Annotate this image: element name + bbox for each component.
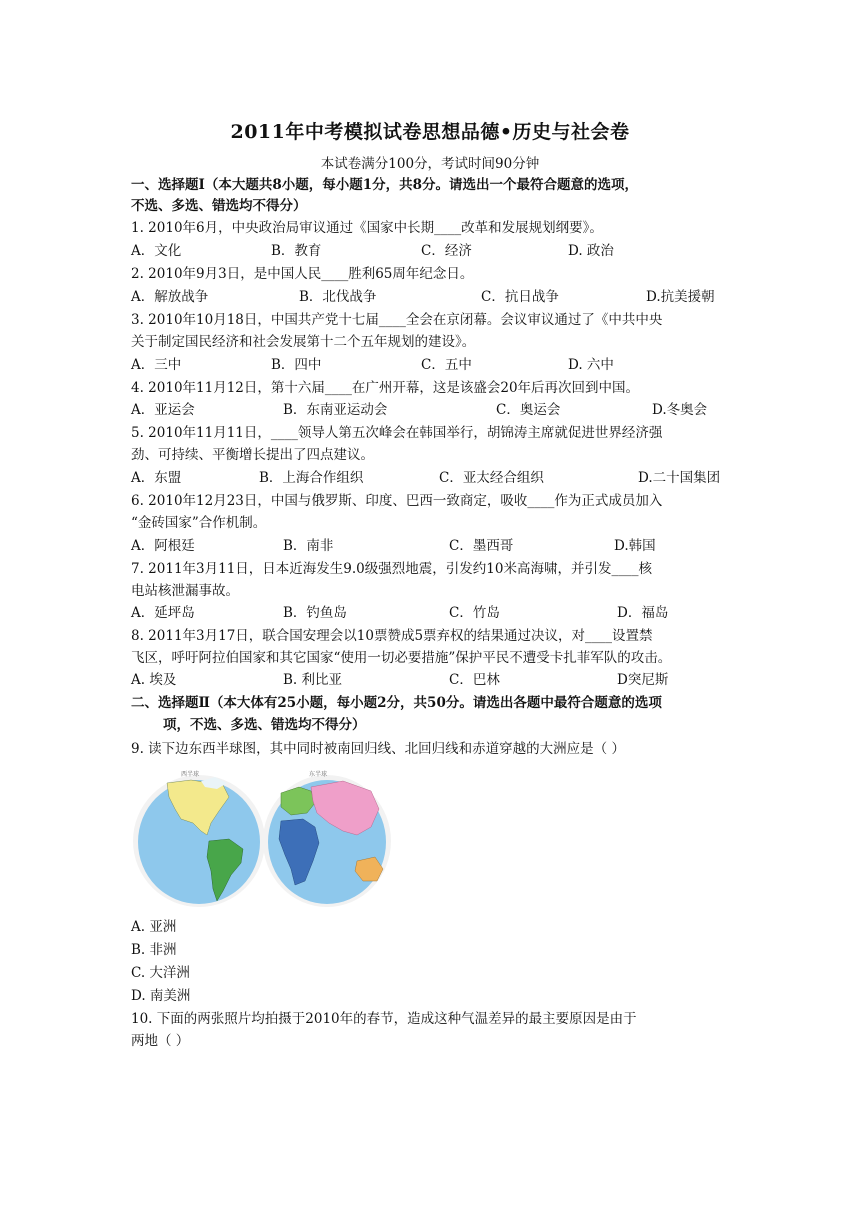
option-a: A. 埃及 xyxy=(131,672,177,688)
western-hemisphere-label: 西半球 xyxy=(181,771,200,778)
option-b: B．东南亚运动会 xyxy=(283,402,388,418)
question-6-stem: 6. 2010年12月23日，中国与俄罗斯、印度、巴西一致商定，吸收____作为正式成员加入 xyxy=(131,493,663,509)
question-1-options xyxy=(131,241,731,261)
option-d: D．福岛 xyxy=(617,605,669,621)
option-d: D.韩国 xyxy=(614,538,656,554)
option-c: C．抗日战争 xyxy=(481,289,559,305)
option-b: B．上海合作组织 xyxy=(259,470,364,486)
option-a: A．三中 xyxy=(131,357,182,373)
question-3-stem-cont: 关于制定国民经济和社会发展第十二个五年规划的建设》。 xyxy=(131,334,476,350)
question-6-stem-cont: “金砖国家”合作机制。 xyxy=(131,515,267,531)
section2-heading-cont: 项，不选、多选、错选均不得分） xyxy=(163,717,366,733)
option-d: D突尼斯 xyxy=(617,672,669,688)
page-title: 2011年中考模拟试卷思想品德•历史与社会卷 xyxy=(230,121,630,143)
question-10-stem: 10. 下面的两张照片均拍摄于2010年的春节，造成这种气温差异的最主要原因是由于 xyxy=(131,1011,637,1027)
question-4-options xyxy=(131,400,731,420)
option-d: D.二十国集团 xyxy=(638,470,721,486)
question-8-stem: 8. 2011年3月17日，联合国安理会以10票赞成5票弃权的结果通过决议，对____设置禁 xyxy=(131,628,653,644)
option-a: A．东盟 xyxy=(131,470,182,486)
section2-heading: 二、选择题Ⅱ（本大体有25小题，每小题2分，共50分。请选出各题中最符合题意的选项 xyxy=(131,695,662,711)
option-c: C．奥运会 xyxy=(496,402,561,418)
question-2-options xyxy=(131,287,731,307)
option-a: A．亚运会 xyxy=(131,402,195,418)
question-8-options xyxy=(131,670,731,690)
option-d: D. 六中 xyxy=(568,357,614,373)
question-3-stem: 3. 2010年10月18日，中国共产党十七届____全会在京闭幕。会议审议通过了《中共中央 xyxy=(131,312,663,328)
option-d: D.抗美援朝 xyxy=(646,289,715,305)
question-5-stem-cont: 劲、可持续、平衡增长提出了四点建议。 xyxy=(131,447,374,463)
option-b: B. 利比亚 xyxy=(283,672,343,688)
question-1-stem: 1. 2010年6月，中央政治局审议通过《国家中长期____改革和发展规划纲要》。 xyxy=(131,220,603,236)
question-7-stem: 7. 2011年3月11日，日本近海发生9.0级强烈地震，引发约10米高海啸，并引发____核 xyxy=(131,561,652,577)
option-c: C．五中 xyxy=(421,357,472,373)
eastern-hemisphere-label: 东半球 xyxy=(309,771,328,778)
question-9-option-b: B. 非洲 xyxy=(131,942,177,958)
section1-heading-cont: 不选、多选、错选均不得分） xyxy=(131,198,307,214)
option-c: C．亚太经合组织 xyxy=(439,470,544,486)
question-9-stem: 9. 读下边东西半球图，其中同时被南回归线、北回归线和赤道穿越的大洲应是（ ） xyxy=(131,741,625,757)
question-7-stem-cont: 电站核泄漏事故。 xyxy=(131,583,239,599)
question-4-stem: 4. 2010年11月12日，第十六届____在广州开幕，这是该盛会20年后再次回到中国。 xyxy=(131,380,640,396)
option-d: D.冬奥会 xyxy=(652,402,708,418)
question-2-stem: 2. 2010年9月3日，是中国人民____胜利65周年纪念日。 xyxy=(131,266,474,282)
option-b: B．南非 xyxy=(283,538,334,554)
question-8-stem-cont: 飞区，呼吁阿拉伯国家和其它国家“使用一切必要措施”保护平民不遭受卡扎菲军队的攻击。 xyxy=(131,650,672,666)
option-d: D. 政治 xyxy=(568,243,614,259)
option-c: C．竹岛 xyxy=(449,605,500,621)
option-b: B．北伐战争 xyxy=(299,289,377,305)
page-subtitle: 本试卷满分100分，考试时间90分钟 xyxy=(320,156,540,172)
question-3-options xyxy=(131,355,731,375)
option-a: A．阿根廷 xyxy=(131,538,195,554)
question-9-option-d: D. 南美洲 xyxy=(131,988,191,1004)
option-c: C．巴林 xyxy=(449,672,500,688)
option-b: B．教育 xyxy=(271,243,322,259)
option-c: C．经济 xyxy=(421,243,472,259)
question-9-option-a: A. 亚洲 xyxy=(131,919,177,935)
option-b: B．钓鱼岛 xyxy=(283,605,347,621)
question-5-stem: 5. 2010年11月11日，____领导人第五次峰会在韩国举行，胡锦涛主席就促进世界经济强 xyxy=(131,425,663,441)
option-a: A．延坪岛 xyxy=(131,605,195,621)
question-10-stem-cont: 两地（ ） xyxy=(131,1033,190,1049)
option-a: A．解放战争 xyxy=(131,289,209,305)
option-a: A．文化 xyxy=(131,243,182,259)
question-6-options xyxy=(131,536,731,556)
question-9-option-c: C. 大洋洲 xyxy=(131,965,190,981)
option-c: C．墨西哥 xyxy=(449,538,514,554)
option-b: B．四中 xyxy=(271,357,322,373)
hemisphere-map xyxy=(131,765,393,911)
question-5-options xyxy=(131,468,731,488)
question-7-options xyxy=(131,603,731,623)
section1-heading: 一、选择题Ⅰ（本大题共8小题，每小题1分，共8分。请选出一个最符合题意的选项， xyxy=(131,177,638,193)
